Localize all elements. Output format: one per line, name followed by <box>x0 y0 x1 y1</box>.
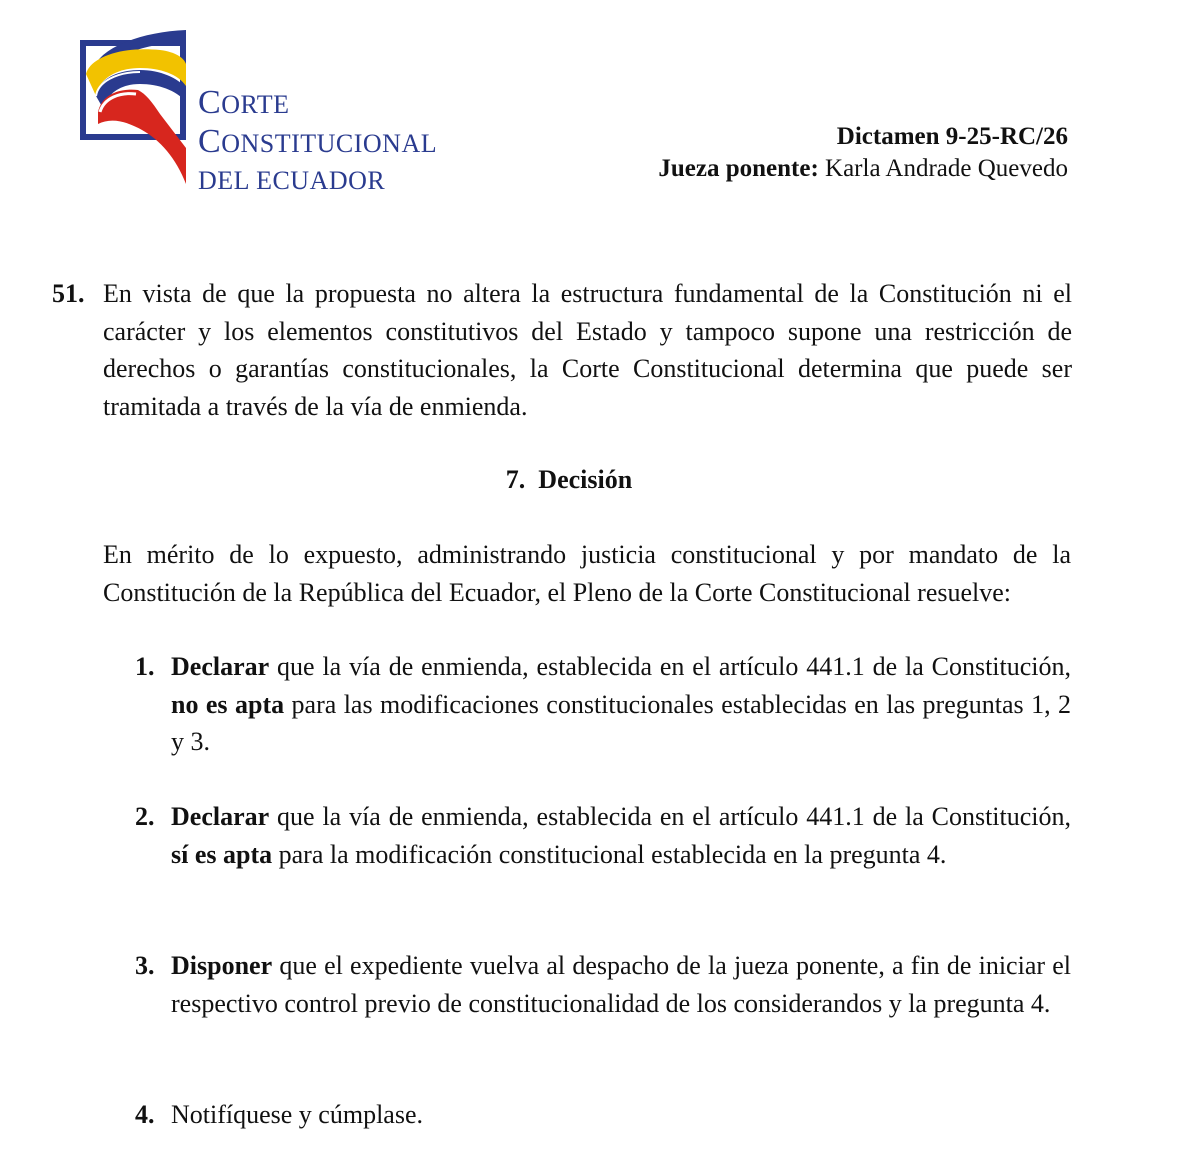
paragraph-text: En vista de que la propuesta no altera la estructura fundamental de la Constitución ni el carácter y los elementos constitutivos del Estado y tampoco supone una restricción de derechos o garantías constitucionales, la Corte Constitucional determina que puede ser tramitada a través de la vía de enmienda. <box>103 279 1072 421</box>
paragraph-number: 51. <box>52 279 85 308</box>
decision-item <box>135 798 1071 873</box>
court-name-initial-1: C <box>198 84 222 121</box>
decision-verb: Declarar <box>171 802 270 831</box>
document-meta <box>658 121 1068 185</box>
section-heading: 7. Decisión <box>505 465 633 494</box>
decision-text-a: que la vía de enmienda, establecida en el artículo 441.1 de la Constitución, <box>269 652 1071 681</box>
dictamen-number: Dictamen 9-25-RC/26 <box>836 123 1068 150</box>
court-emblem-icon <box>80 28 192 184</box>
decision-text-a: que el expediente vuelva al despacho de la jueza ponente, a fin de iniciar el respectivo control previo de constitucionalidad de los considerandos y la pregunta 4. <box>171 951 1071 1018</box>
court-name <box>198 86 437 197</box>
decision-emphasis: sí es apta <box>171 839 273 869</box>
court-logo <box>80 28 470 195</box>
decision-number: 4. <box>135 1100 155 1129</box>
paragraph-51 <box>52 275 1072 425</box>
court-name-line-3: DEL ECUADOR <box>198 166 386 195</box>
court-name-initial-2: C <box>198 123 222 160</box>
decision-text <box>171 798 1071 873</box>
decision-text-b: para la modificación constitucional establecida en la pregunta 4. <box>272 839 947 869</box>
decision-number: 1. <box>135 652 155 681</box>
decision-verb: Declarar <box>171 652 270 681</box>
decision-text <box>171 648 1071 761</box>
jueza-name: Karla Andrade Quevedo <box>825 155 1068 182</box>
jueza-line <box>658 153 1068 185</box>
decision-verb: Disponer <box>171 951 273 980</box>
decision-number: 3. <box>135 951 155 980</box>
decision-text: Notifíquese y cúmplase. <box>171 1100 423 1129</box>
decision-text-a: que la vía de enmienda, establecida en el artículo 441.1 de la Constitución, <box>269 802 1071 831</box>
decision-text <box>171 947 1071 1022</box>
court-name-line-2 <box>198 125 437 164</box>
decision-number: 2. <box>135 802 155 831</box>
decision-text-b: para las modificaciones constitucionales establecidas en las preguntas 1, 2 y 3. <box>171 689 1071 756</box>
jueza-label: Jueza ponente: <box>658 155 819 182</box>
decision-item <box>135 648 1071 761</box>
decision-emphasis: no es apta <box>171 689 285 719</box>
decision-intro: En mérito de lo expuesto, administrando justicia constitucional y por mandato de la Constitución de la República del Ecuador, el Pleno de la Corte Constitucional resuelve: <box>103 540 1071 607</box>
decision-item <box>135 947 1071 1022</box>
court-name-rest-1: ORTE <box>221 90 290 119</box>
court-name-rest-2: ONSTITUCIONAL <box>221 129 438 158</box>
decision-item <box>135 1096 1071 1134</box>
court-name-line-1 <box>198 86 437 125</box>
